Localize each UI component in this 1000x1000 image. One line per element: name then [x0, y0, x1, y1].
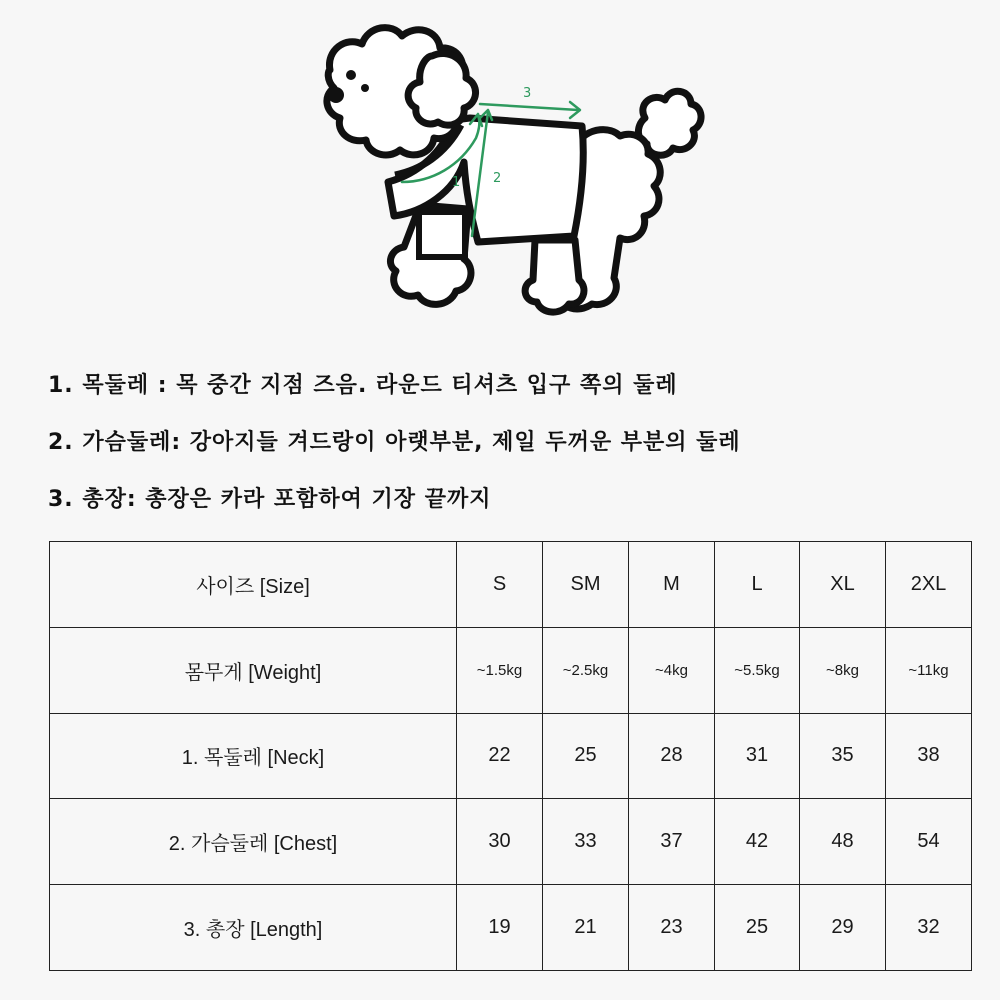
header-size-s: S — [457, 542, 543, 628]
dog-eye — [346, 70, 356, 80]
dog-eye — [361, 84, 369, 92]
table-cell: ~8kg — [800, 627, 886, 713]
table-cell: 32 — [886, 885, 972, 971]
table-cell: 33 — [543, 799, 629, 885]
table-cell: 38 — [886, 713, 972, 799]
table-row-neck — [50, 713, 972, 799]
table-cell: ~1.5kg — [457, 627, 543, 713]
row-label: 몸무게 [Weight] — [50, 627, 457, 713]
header-size-m: M — [629, 542, 715, 628]
header-size-sm: SM — [543, 542, 629, 628]
header-label-size: 사이즈 [Size] — [50, 542, 457, 628]
measurement-notes — [48, 368, 741, 539]
measure-label-2: 2 — [493, 171, 502, 186]
table-cell: ~5.5kg — [715, 627, 800, 713]
row-label: 3. 총장 [Length] — [50, 885, 457, 971]
table-cell: 30 — [457, 799, 543, 885]
table-cell: 19 — [457, 885, 543, 971]
header-size-xl: XL — [800, 542, 886, 628]
note-length: 3. 총장: 총장은 카라 포함하여 기장 끝까지 — [48, 487, 492, 512]
table-cell: 21 — [543, 885, 629, 971]
table-cell: 35 — [800, 713, 886, 799]
measure-label-1: 1 — [452, 175, 461, 190]
table-cell: 22 — [457, 713, 543, 799]
table-header-row — [50, 542, 972, 628]
dog-nose — [328, 87, 344, 103]
dog-rear-leg — [525, 240, 584, 312]
note-neck: 1. 목둘레 : 목 중간 지점 즈음. 라운드 티셔츠 입구 쪽의 둘레 — [48, 373, 678, 398]
table-cell: 31 — [715, 713, 800, 799]
size-chart-table — [49, 541, 972, 971]
table-cell: 28 — [629, 713, 715, 799]
row-label: 1. 목둘레 [Neck] — [50, 713, 457, 799]
table-cell: 29 — [800, 885, 886, 971]
table-cell: 25 — [715, 885, 800, 971]
table-cell: 42 — [715, 799, 800, 885]
measure-line-length — [480, 104, 578, 110]
table-cell: 37 — [629, 799, 715, 885]
table-cell: ~11kg — [886, 627, 972, 713]
table-cell: ~4kg — [629, 627, 715, 713]
table-row-length — [50, 885, 972, 971]
table-cell: ~2.5kg — [543, 627, 629, 713]
table-cell: 54 — [886, 799, 972, 885]
table-cell: 48 — [800, 799, 886, 885]
dog-measurement-illustration — [0, 0, 1000, 340]
measure-label-3: 3 — [523, 86, 532, 101]
note-chest: 2. 가슴둘레: 강아지들 겨드랑이 아랫부분, 제일 두꺼운 부분의 둘레 — [48, 430, 741, 455]
row-label: 2. 가슴둘레 [Chest] — [50, 799, 457, 885]
table-row-weight — [50, 627, 972, 713]
header-size-l: L — [715, 542, 800, 628]
table-row-chest — [50, 799, 972, 885]
table-cell: 23 — [629, 885, 715, 971]
sleeve-cuff — [419, 212, 465, 257]
table-cell: 25 — [543, 713, 629, 799]
header-size-2xl: 2XL — [886, 542, 972, 628]
